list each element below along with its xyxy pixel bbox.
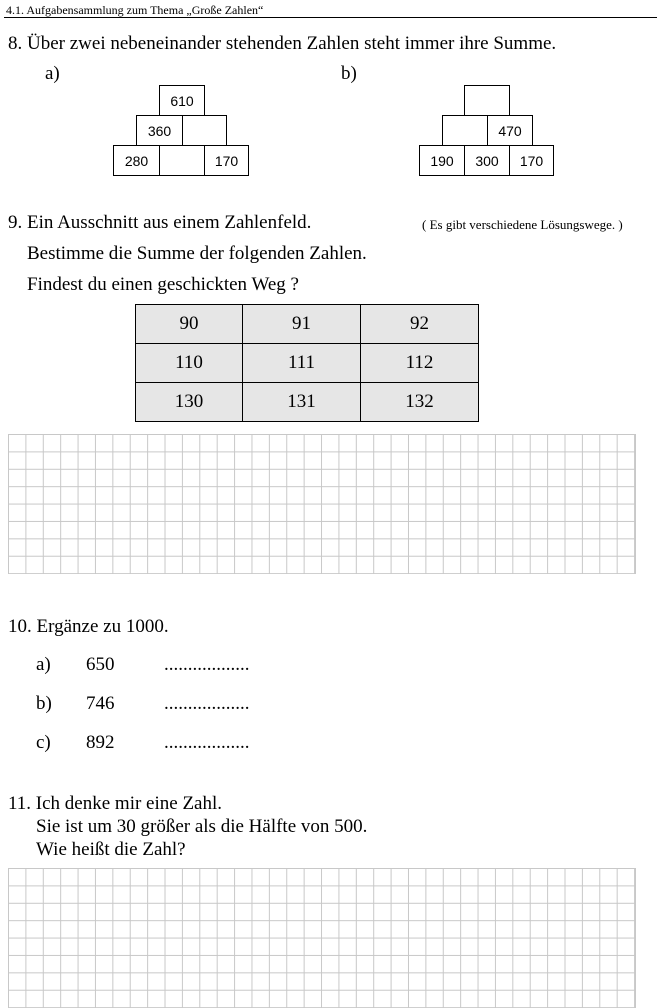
table-row <box>136 344 479 383</box>
answer-grid-task11[interactable] <box>8 868 636 1008</box>
task10-a-answer-blank[interactable]: .................. <box>164 654 250 675</box>
task11-statement: Sie ist um 30 größer als die Hälfte von 500. <box>36 816 368 837</box>
table-cell: 90 <box>136 305 243 344</box>
pyramid-b-bottom-right[interactable]: 170 <box>509 145 554 176</box>
pyramid-a-bottom-middle[interactable] <box>159 145 205 176</box>
pyramid-a-bottom-left[interactable]: 280 <box>113 145 160 176</box>
task11-question: Wie heißt die Zahl? <box>36 839 186 860</box>
task10-b-label: b) <box>36 693 52 714</box>
task11-title: 11. Ich denke mir eine Zahl. <box>8 793 223 814</box>
pyramid-b-bottom-middle[interactable]: 300 <box>464 145 510 176</box>
answer-grid-task9[interactable] <box>8 434 636 574</box>
pyramid-b-middle-right[interactable]: 470 <box>487 115 533 146</box>
task8-b-label: b) <box>341 63 357 84</box>
task10-c-value: 892 <box>86 732 115 753</box>
pyramid-a-middle-left[interactable]: 360 <box>136 115 183 146</box>
table-cell: 132 <box>361 383 479 422</box>
task10-b-value: 746 <box>86 693 115 714</box>
task8-title: 8. Über zwei nebeneinander stehenden Zahlen steht immer ihre Summe. <box>8 33 557 54</box>
task10-title: 10. Ergänze zu 1000. <box>8 616 169 637</box>
table-cell: 91 <box>243 305 361 344</box>
table-row <box>136 383 479 422</box>
task10-c-label: c) <box>36 732 51 753</box>
pyramid-b-top[interactable] <box>464 85 510 116</box>
task9-hint: ( Es gibt verschiedene Lösungswege. ) <box>422 217 623 232</box>
table-cell: 131 <box>243 383 361 422</box>
table-cell: 112 <box>361 344 479 383</box>
pyramid-a-middle-right[interactable] <box>182 115 227 146</box>
task10-c-answer-blank[interactable]: .................. <box>164 732 250 753</box>
number-field-table <box>135 304 479 422</box>
task8-a-label: a) <box>45 63 60 84</box>
task9-title: 9. Ein Ausschnitt aus einem Zahlenfeld. <box>8 212 312 233</box>
task10-a-label: a) <box>36 654 51 675</box>
task10-a-value: 650 <box>86 654 115 675</box>
pyramid-a-top[interactable]: 610 <box>159 85 205 116</box>
table-cell: 111 <box>243 344 361 383</box>
task10-b-answer-blank[interactable]: .................. <box>164 693 250 714</box>
pyramid-b-middle-left[interactable] <box>442 115 488 146</box>
pyramid-b-bottom-left[interactable]: 190 <box>419 145 465 176</box>
table-cell: 130 <box>136 383 243 422</box>
header-divider <box>4 17 657 18</box>
table-cell: 92 <box>361 305 479 344</box>
page-header: 4.1. Aufgabensammlung zum Thema „Große Zahlen“ <box>6 3 264 17</box>
table-cell: 110 <box>136 344 243 383</box>
task9-question: Findest du einen geschickten Weg ? <box>27 274 299 295</box>
task9-instruction: Bestimme die Summe der folgenden Zahlen. <box>27 243 367 264</box>
table-row <box>136 305 479 344</box>
pyramid-a-bottom-right[interactable]: 170 <box>204 145 249 176</box>
